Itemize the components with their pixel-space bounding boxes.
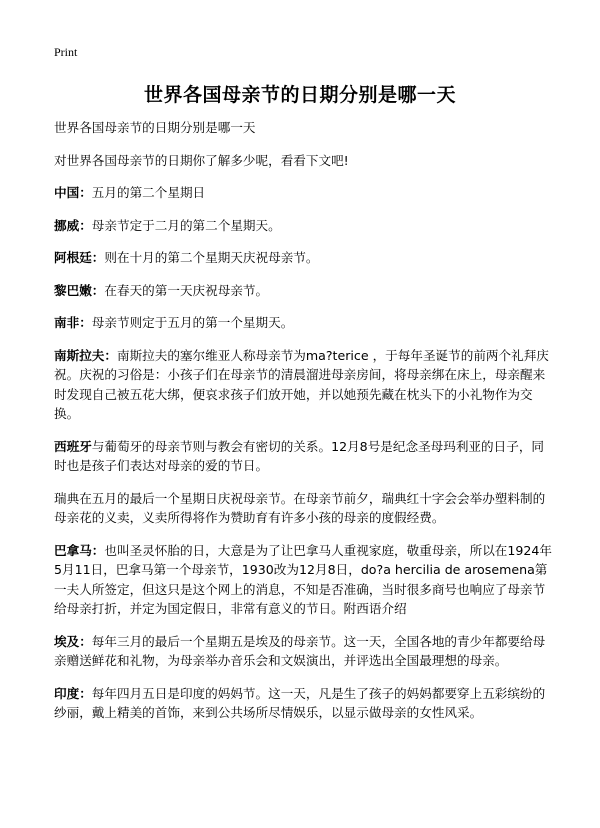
paragraph-text: 母亲节定于二月的第二个星期天。 xyxy=(91,217,281,233)
article-body xyxy=(54,118,554,736)
paragraph-text: 在春天的第一天庆祝母亲节。 xyxy=(104,282,269,298)
paragraph-label: 南非： xyxy=(54,315,92,330)
paragraph-panama xyxy=(54,541,554,619)
paragraph-label: 阿根廷： xyxy=(54,250,105,265)
paragraph-text: 也叫圣灵怀胎的日，大意是为了让巴拿马人重视家庭，敬重母亲，所以在1924年5月11日，巴拿马第一个母亲节，1930改为12月8日，do?a hercilia de arosemena第一夫人所签定，但这只是这个网上的消息，不知是否准确，当时很多商号也响应了母亲节给母亲打折，并定为国定假日，非常有意义的节日。附西语介绍 xyxy=(54,542,553,616)
paragraph-argentina xyxy=(54,248,554,268)
paragraph-intro xyxy=(54,151,554,171)
paragraph-text: 母亲节则定于五月的第一个星期天。 xyxy=(91,315,294,330)
print-label: Print xyxy=(54,45,78,59)
paragraph-label: 埃及： xyxy=(54,633,92,649)
paragraph-text: 则在十月的第二个星期天庆祝母亲节。 xyxy=(104,250,319,265)
paragraph-text: 南斯拉夫的塞尔维亚人称母亲节为ma?terice ，于每年圣诞节的前两个礼拜庆祝。庆祝的习俗是：小孩子们在母亲节的清晨溜进母亲房间，将母亲绑在床上，母亲醒来时发现自己被五花大绑，便哀求孩子们放开她，并以她预先藏在枕头下的小礼物作为交换。 xyxy=(54,347,549,421)
paragraph-south-africa xyxy=(54,313,554,333)
paragraph-intro-heading xyxy=(54,118,554,138)
paragraph-sweden xyxy=(54,489,554,528)
paragraph-egypt xyxy=(54,632,554,671)
paragraph-label: 中国： xyxy=(54,185,92,200)
paragraph-text: 五月的第二个星期日 xyxy=(91,185,206,200)
paragraph-label: 黎巴嫩： xyxy=(54,282,105,298)
paragraph-label: 西班牙 xyxy=(54,438,92,454)
paragraph-china xyxy=(54,183,554,203)
paragraph-text: 与葡萄牙的母亲节则与教会有密切的关系。12月8号是纪念圣母玛利亚的日子，同时也是孩子们表达对母亲的爱的节日。 xyxy=(54,438,545,473)
paragraph-lebanon xyxy=(54,281,554,301)
paragraph-spain xyxy=(54,437,554,476)
paragraph-label: 印度： xyxy=(54,685,92,701)
page-title: 世界各国母亲节的日期分别是哪一天 xyxy=(143,84,456,106)
paragraph-text: 世界各国母亲节的日期分别是哪一天 xyxy=(54,120,256,135)
paragraph-text: 瑞典在五月的最后一个星期日庆祝母亲节。在母亲节前夕，瑞典红十字会会举办塑料制的母亲花的义卖，义卖所得将作为赞助育有许多小孩的母亲的度假经费。 xyxy=(54,490,546,525)
paragraph-label: 挪威： xyxy=(54,217,92,233)
paragraph-india xyxy=(54,684,554,723)
paragraph-label: 南斯拉夫： xyxy=(54,347,117,363)
paragraph-text: 每年四月五日是印度的妈妈节。这一天，凡是生了孩子的妈妈都要穿上五彩缤纷的纱丽，戴上精美的首饰，来到公共场所尽情娱乐，以显示做母亲的女性风采。 xyxy=(54,685,546,720)
paragraph-norway xyxy=(54,216,554,236)
paragraph-yugoslavia xyxy=(54,346,554,424)
paragraph-text: 对世界各国母亲节的日期你了解多少呢，看看下文吧! xyxy=(54,152,349,168)
paragraph-label: 巴拿马： xyxy=(54,542,105,558)
paragraph-text: 每年三月的最后一个星期五是埃及的母亲节。这一天，全国各地的青少年都要给母亲赠送鲜花和礼物，为母亲举办音乐会和文娱演出，并评选出全国最理想的母亲。 xyxy=(54,633,546,668)
